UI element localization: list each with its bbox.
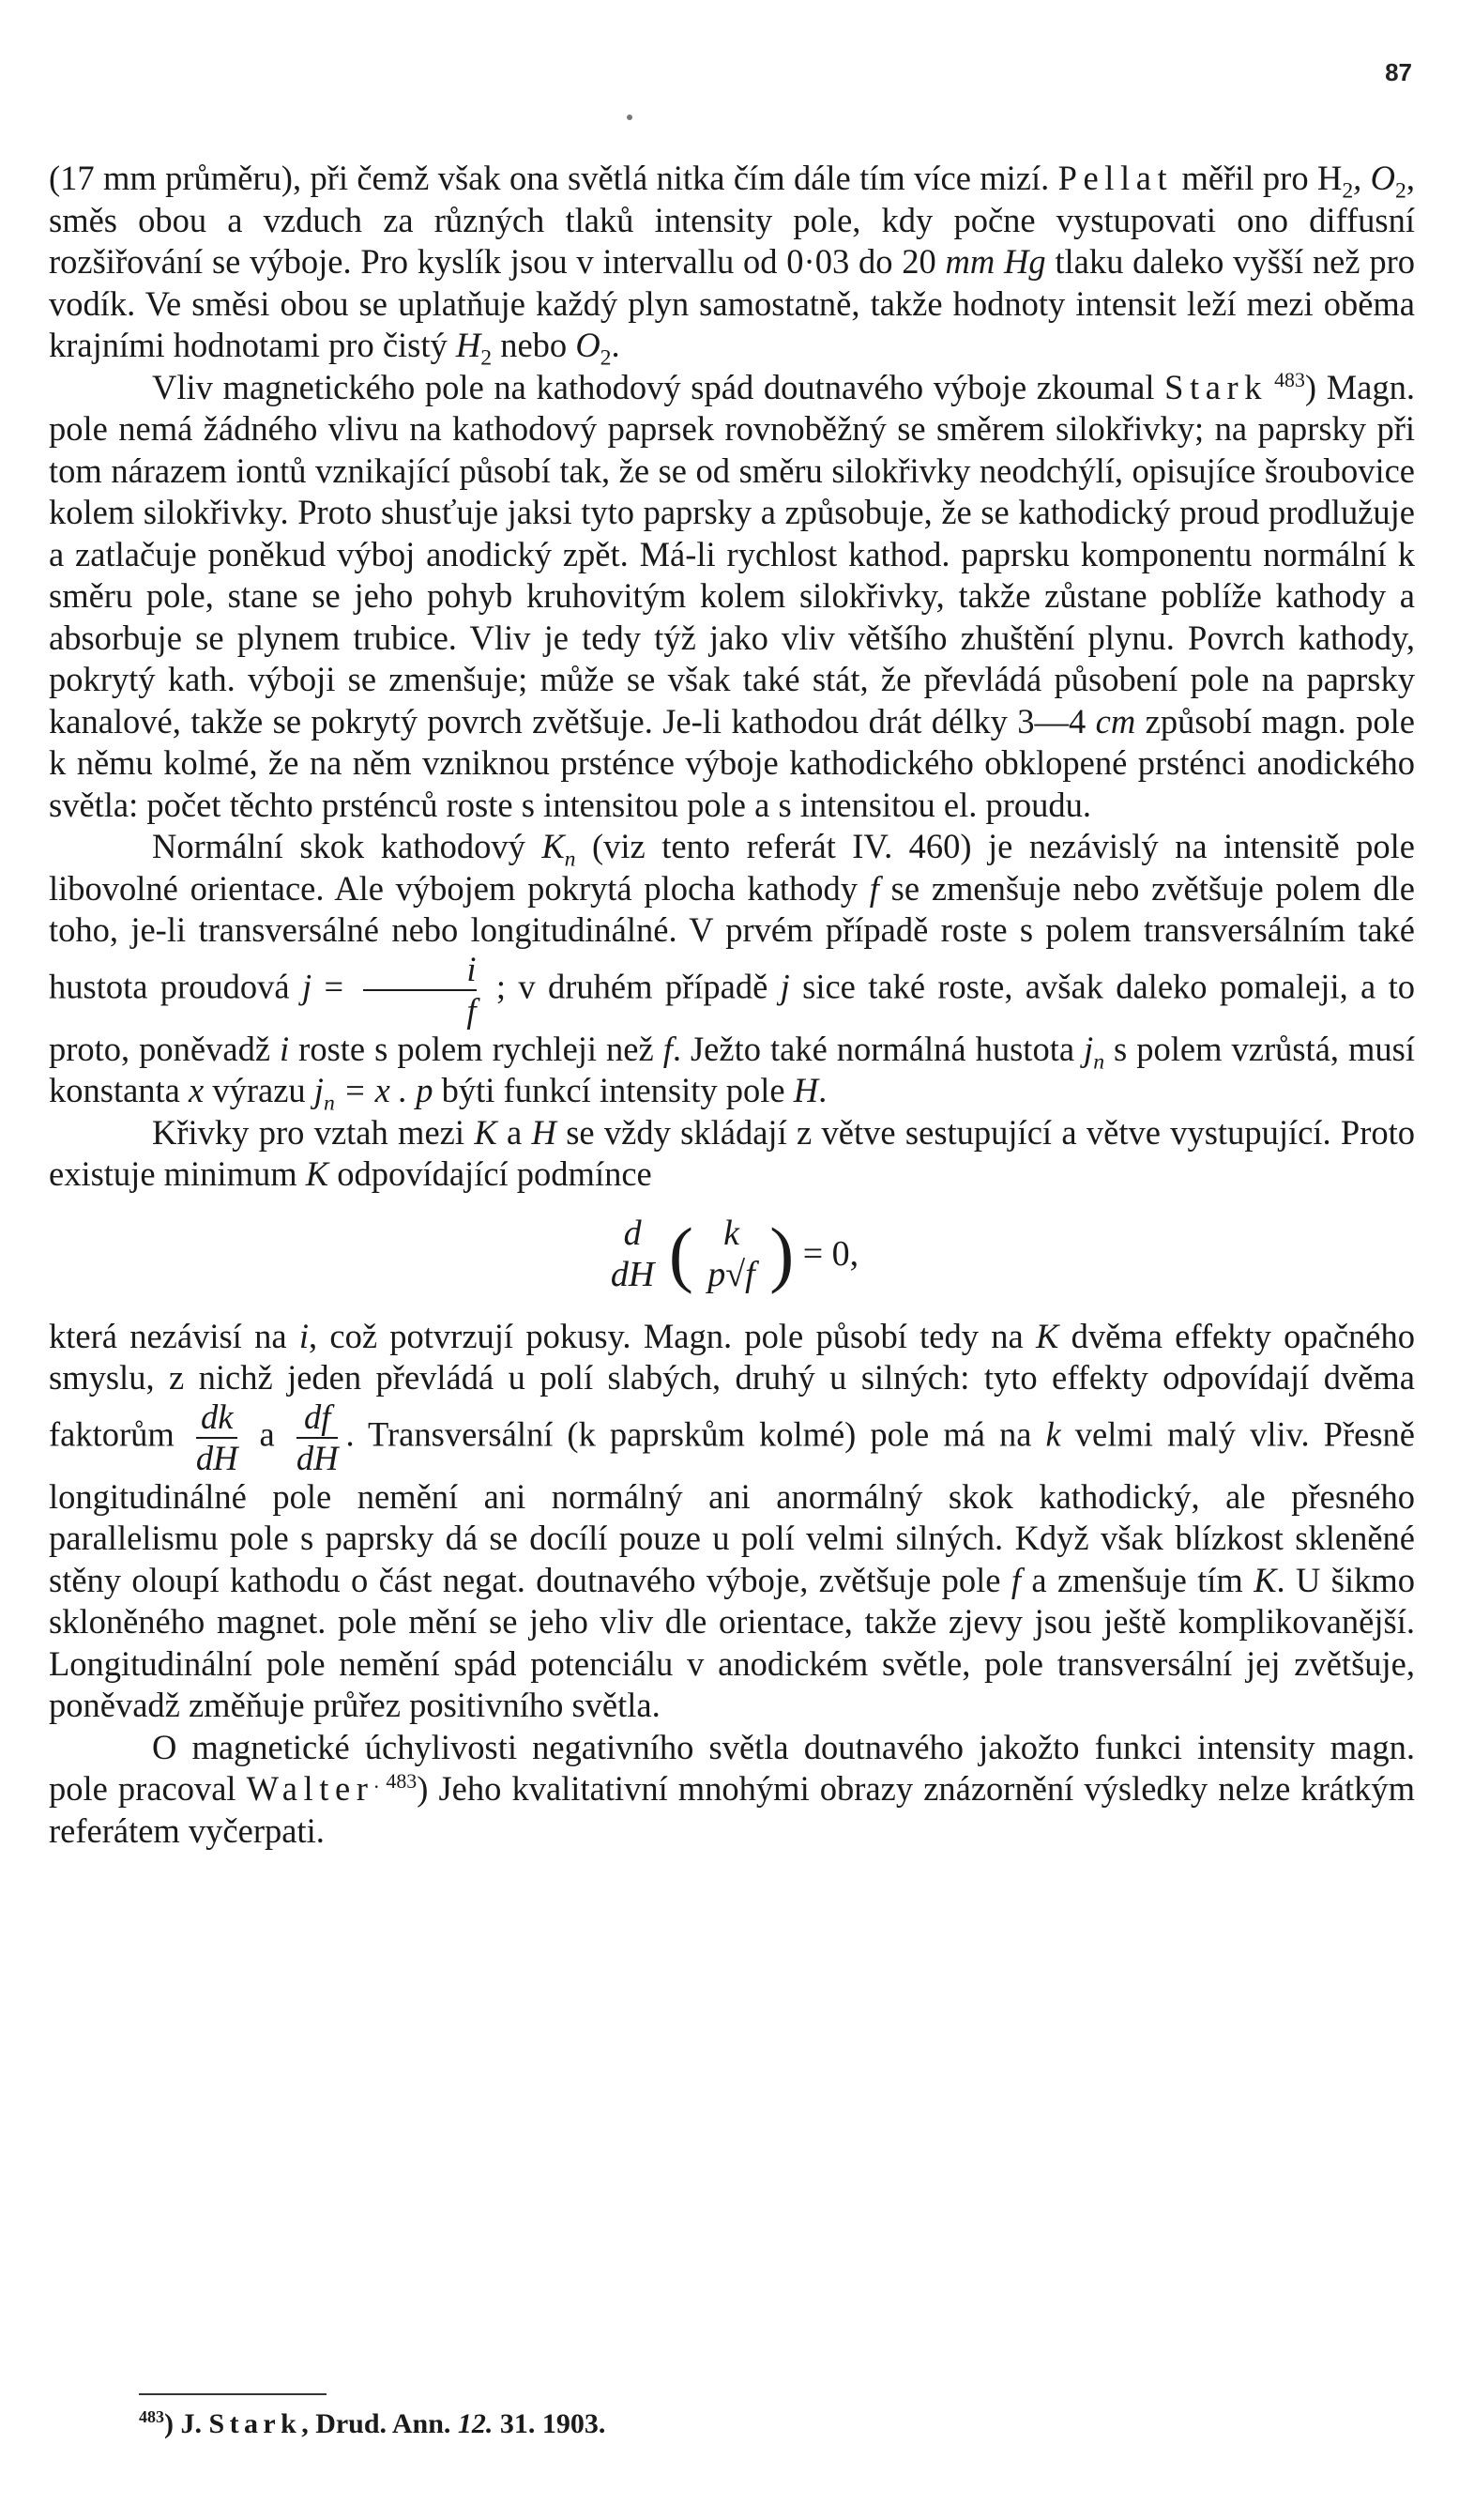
text-run: , O	[1353, 159, 1396, 197]
fraction-denominator: dH	[610, 1254, 655, 1294]
symbol: f	[1011, 1560, 1022, 1599]
author-name-stark: Stark	[208, 2408, 302, 2439]
symbol: i	[298, 1316, 309, 1355]
text-run: nebo	[492, 326, 576, 364]
subscript: 2	[1342, 178, 1354, 204]
text-run: býti funkcí intensity pole	[433, 1071, 794, 1109]
equation-rhs: = 0,	[802, 1233, 859, 1274]
symbol: f	[869, 868, 879, 908]
text-run: . U šikmo skloněného magnet. pole mění se jeho vliv dle orientace, takže zjevy jsou ještě komplikovanější. Longitudinální pole nemění spád potenciálu v anodickém světle, pole transversální jej zvětšuje, poněvadž změňuje průřez positivního světla.	[49, 1560, 1415, 1724]
expression: = x . p	[334, 1071, 433, 1109]
body-text	[49, 158, 1415, 1852]
fraction-denominator: p√f	[707, 1254, 755, 1294]
subscript: 2	[1395, 178, 1406, 204]
text-run: ) J.	[164, 2408, 209, 2439]
equation-outer-fraction	[611, 1213, 654, 1295]
author-name-walter: Walter	[246, 1769, 374, 1808]
text-run: 31. 1903.	[493, 2408, 606, 2439]
fraction-numerator: i	[466, 949, 477, 988]
text-run: , Drud. Ann.	[301, 2408, 458, 2439]
open-paren: (	[668, 1212, 693, 1294]
subscript: n	[564, 847, 576, 872]
footnote-divider	[139, 2393, 327, 2395]
text-run: se vždy skládají z větve sestupující a větve vystupující. Proto existuje minimum	[49, 1112, 1415, 1193]
subscript: n	[1093, 1048, 1105, 1074]
text-run: Vliv magnetického pole na kathodový spád doutnavého výboje zkoumal	[152, 367, 1165, 406]
text-run: způsobí magn. pole k němu kolmé, že na něm vzniknou prsténce výboje kathodického obklopené prsténci anodického světla: počet těchto prsténců roste s intensitou pole a s intensitou el. proudu.	[49, 701, 1415, 824]
symbol: K	[474, 1112, 497, 1152]
symbol: K	[541, 827, 565, 865]
text-run: s polem vzrůstá, musí konstanta	[49, 1029, 1416, 1109]
fraction-numerator: k	[723, 1213, 739, 1253]
text-run: odpovídající podmínce	[328, 1154, 652, 1193]
text-run: .	[611, 326, 620, 364]
text-run: ) Jeho kvalitativní mnohými obrazy znázornění výsledky nelze krátkým referátem vyčerpati.	[49, 1769, 1415, 1850]
paragraph-5	[49, 1316, 1415, 1727]
symbol: j	[301, 966, 312, 1005]
fraction-numerator: d	[623, 1213, 642, 1253]
symbol: j	[313, 1071, 324, 1109]
symbol: K	[1035, 1316, 1059, 1355]
fraction-numerator: df	[303, 1397, 331, 1436]
symbol: H	[531, 1112, 556, 1152]
footnote-483	[139, 2408, 605, 2440]
author-name-pellat: Pellat	[1057, 159, 1174, 197]
unit-cm: cm	[1095, 701, 1136, 741]
text-run: .	[818, 1071, 828, 1109]
fraction-denominator: dH	[195, 1438, 238, 1477]
text-run: výrazu	[204, 1071, 314, 1109]
text-run: Křivky pro vztah mezi	[152, 1112, 475, 1152]
text-run: =	[312, 966, 357, 1005]
text-run: Normální skok kathodový	[152, 827, 542, 865]
symbol: j	[780, 966, 790, 1005]
text-run: (17 mm průměru), při čemž však ona světlá nitka čím dále tím více mizí.	[49, 159, 1050, 197]
symbol: O	[575, 326, 600, 364]
paragraph-4	[49, 1112, 1415, 1196]
text-run: měřil pro H	[1173, 159, 1343, 197]
text-run: a	[496, 1112, 532, 1152]
footnote-ref: . 483	[373, 1768, 418, 1793]
symbol: H	[455, 326, 481, 364]
symbol: j	[1084, 1029, 1094, 1068]
subscript: 2	[480, 345, 493, 371]
fraction-bar	[363, 989, 476, 991]
text-run: velmi malý vliv. Přesně longitudinálné pole nemění ani normálný ani anormálný skok kathodický, ale přesného parallelismu pole s paprsky dá se docílí pouze u polí velmi silných. Když však blízkost skleněné stěny oloupí kathodu o část negat. doutnavého výboje, zvětšuje pole	[49, 1413, 1415, 1599]
equation-inner-fraction	[707, 1213, 754, 1295]
text-run: se zmenšuje nebo zvětšuje polem dle toho, je-li transversálné nebo longitudinálné. V prvém případě roste s polem transversálním také hustota proudová	[49, 868, 1415, 1005]
text-run: roste s polem rychleji než	[289, 1029, 663, 1068]
text-run: a zmenšuje tím	[1021, 1560, 1254, 1599]
text-run: (viz tento referát IV. 460) je nezávislý na intensitě pole libovolné orientace. Ale výbojem pokrytá plocha kathody	[49, 827, 1415, 908]
display-equation	[49, 1213, 1415, 1295]
fraction-denominator: dH	[296, 1438, 339, 1477]
symbol: H	[793, 1071, 819, 1109]
paragraph-3	[49, 826, 1416, 1116]
text-run: , což potvrzují pokusy. Magn. pole působí tedy na	[308, 1316, 1036, 1355]
symbol: i	[280, 1029, 290, 1068]
text-run: a	[245, 1413, 289, 1453]
fraction-dk-over-dh	[196, 1399, 238, 1476]
text-run: ; v druhém případě	[483, 966, 781, 1005]
fraction-numerator: dk	[200, 1397, 234, 1436]
fraction-i-over-f	[363, 949, 477, 1030]
footnote-ref: 483	[1268, 367, 1305, 391]
footnote-mark: 483	[139, 2407, 164, 2426]
page-number: 87	[1385, 58, 1412, 86]
volume-number: 12.	[457, 2408, 494, 2439]
text-run: O magnetické úchylivosti negativního světla doutnavého jakožto funkci intensity magn. pole pracoval	[49, 1727, 1415, 1808]
text-run: sice také roste, avšak daleko pomaleji, a to proto, poněvadž	[49, 966, 1415, 1068]
paragraph-2	[49, 367, 1415, 827]
author-name-stark: Stark	[1164, 367, 1269, 406]
symbol: k	[1045, 1413, 1061, 1453]
symbol: x	[189, 1071, 205, 1109]
symbol: f	[662, 1029, 673, 1068]
text-run: dvěma effekty opačného smyslu, z nichž jeden převládá u polí slabých, druhý u silných: tyto effekty odpovídají dvěma faktorům	[49, 1316, 1415, 1453]
subscript: 2	[600, 345, 612, 371]
text-run: která nezávisí na	[49, 1316, 299, 1355]
text-run: ) Magn. pole nemá žádného vlivu na kathodový paprsek rovnoběžný se směrem silokřivky; na paprsky při tom nárazem iontů vznikající působí tak, že se od směru silokřivky neodchýlí, opisujíce šroubovice kolem silokřivky. Proto shusťuje jaksi tyto paprsky a způsobuje, že se kathodický proud prodlužuje a zatlačuje poněkud výboj anodický zpět. Má-li rychlost kathod. paprsku komponentu normální k směru pole, stane se jeho pohyb kruhovitým kolem silokřivky, takže zůstane poblíže kathody a absorbuje se plynem trubice. Vliv je tedy týž jako vliv většího zhuštění plynu. Povrch kathody, pokrytý kath. výboji se zmenšuje; může se však také stát, že převládá působení pole na paprsky kanalové, takže se pokrytý povrch zvětšuje. Je-li kathodou drát délky 3—4	[49, 367, 1415, 741]
subscript: n	[323, 1091, 335, 1116]
text-run: , směs obou a vzduch za různých tlaků intensity pole, kdy počne vystupovati ono diffusní rozšiřování se výboje. Pro kyslík jsou v intervallu od 0·03 do 20	[49, 159, 1415, 281]
close-paren: )	[769, 1212, 795, 1294]
text-run: . Transversální (k paprskům kolmé) pole má na	[345, 1413, 1046, 1453]
fraction-df-over-dh	[296, 1399, 339, 1476]
fraction-denominator: f	[466, 990, 477, 1030]
symbol: K	[1254, 1560, 1277, 1599]
symbol: K	[305, 1154, 329, 1193]
text-run: . Ježto také normálná hustota	[672, 1029, 1085, 1068]
text-run: tlaku daleko vyšší než pro vodík. Ve směsi obou se uplatňuje každý plyn samostatně, takže hodnoty intensit leží mezi oběma krajními hodnotami pro čistý	[49, 242, 1415, 364]
print-speck	[627, 115, 632, 120]
paragraph-1	[49, 158, 1415, 371]
paragraph-6	[49, 1727, 1415, 1853]
unit-mm-hg: mm Hg	[945, 242, 1046, 281]
